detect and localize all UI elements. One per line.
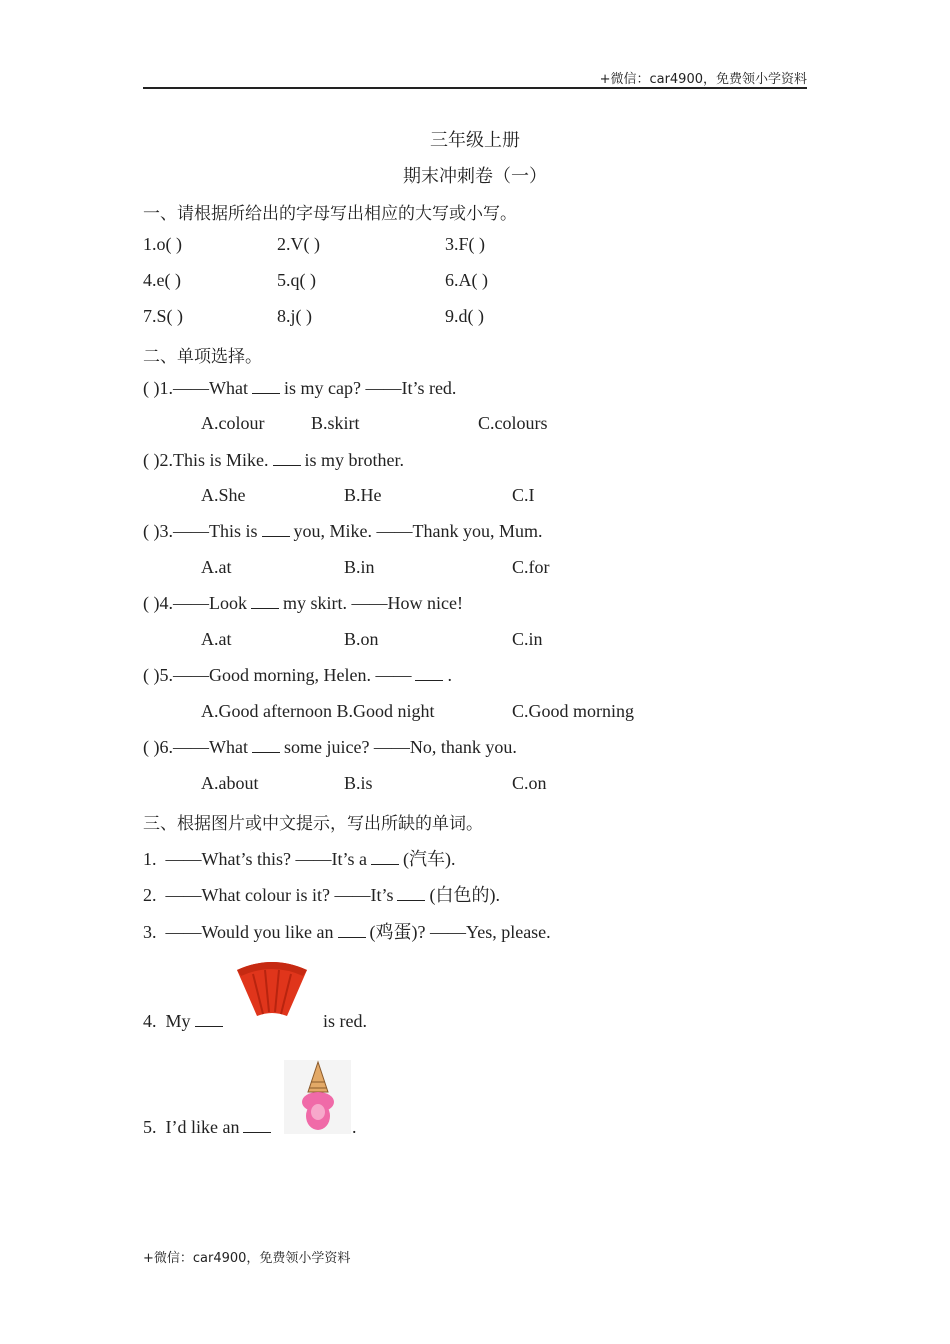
section1-heading: 一、请根据所给出的字母写出相应的大写或小写。 — [143, 204, 517, 224]
option-b: B.He — [344, 485, 382, 505]
fill-item-2: 2. ——What colour is it? ——It’s (白色的). — [143, 885, 500, 905]
letter-item: 1.o( ) — [143, 234, 182, 254]
option-c: C.in — [512, 629, 543, 649]
footer-watermark: +微信：car4900，免费领小学资料 — [143, 1251, 351, 1266]
exam-title: 期末冲刺卷（一） — [403, 166, 547, 186]
option-a: A.colour — [201, 413, 265, 433]
letter-item: 8.j( ) — [277, 306, 312, 326]
option-c: C.on — [512, 773, 547, 793]
option-b: B.skirt — [311, 413, 360, 433]
fill-item-1: 1. ——What’s this? ——It’s a (汽车). — [143, 849, 456, 869]
letter-item: 9.d( ) — [445, 306, 484, 326]
option-a: A.at — [201, 629, 232, 649]
question-3: ( )3.——This is you, Mike. ——Thank you, Mum. — [143, 521, 543, 541]
header-rule — [143, 87, 807, 89]
option-b: B.on — [344, 629, 379, 649]
option-a: A.She — [201, 485, 246, 505]
option-a: A.at — [201, 557, 232, 577]
letter-item: 3.F( ) — [445, 234, 485, 254]
option-c: C.I — [512, 485, 535, 505]
section3-heading: 三、根据图片或中文提示，写出所缺的单词。 — [143, 814, 483, 834]
letter-item: 4.e( ) — [143, 270, 181, 290]
fill-item-3: 3. ——Would you like an (鸡蛋)? ——Yes, please. — [143, 922, 551, 942]
fill-item-5-tail: . — [352, 1117, 357, 1137]
letter-item: 6.A( ) — [445, 270, 488, 290]
option-c: C.for — [512, 557, 550, 577]
grade-title: 三年级上册 — [430, 130, 520, 150]
ice-cream-picture-icon — [284, 1060, 351, 1134]
header-watermark: +微信：car4900，免费领小学资料 — [599, 72, 807, 87]
fill-item-4-tail: is red. — [323, 1011, 367, 1031]
fill-item-5: 5. I’d like an — [143, 1117, 275, 1138]
question-2: ( )2.This is Mike. is my brother. — [143, 450, 404, 470]
section2-heading: 二、单项选择。 — [143, 347, 262, 367]
question-4: ( )4.——Look my skirt. ——How nice! — [143, 593, 463, 613]
letter-item: 2.V( ) — [277, 234, 320, 254]
question-5: ( )5.——Good morning, Helen. —— . — [143, 665, 452, 685]
letter-item: 5.q( ) — [277, 270, 316, 290]
option-c: C.colours — [478, 413, 548, 433]
skirt-picture-icon — [233, 958, 311, 1020]
option-a: A.about — [201, 773, 259, 793]
option-c: C.Good morning — [512, 701, 635, 721]
option-b: B.is — [344, 773, 373, 793]
question-6: ( )6.——What some juice? ——No, thank you. — [143, 737, 517, 757]
option-b: B.in — [344, 557, 375, 577]
letter-item: 7.S( ) — [143, 306, 183, 326]
question-1: ( )1.——What is my cap? ——It’s red. — [143, 378, 457, 398]
fill-item-4: 4. My — [143, 1011, 227, 1032]
option-ab: A.Good afternoon B.Good night — [201, 701, 435, 721]
